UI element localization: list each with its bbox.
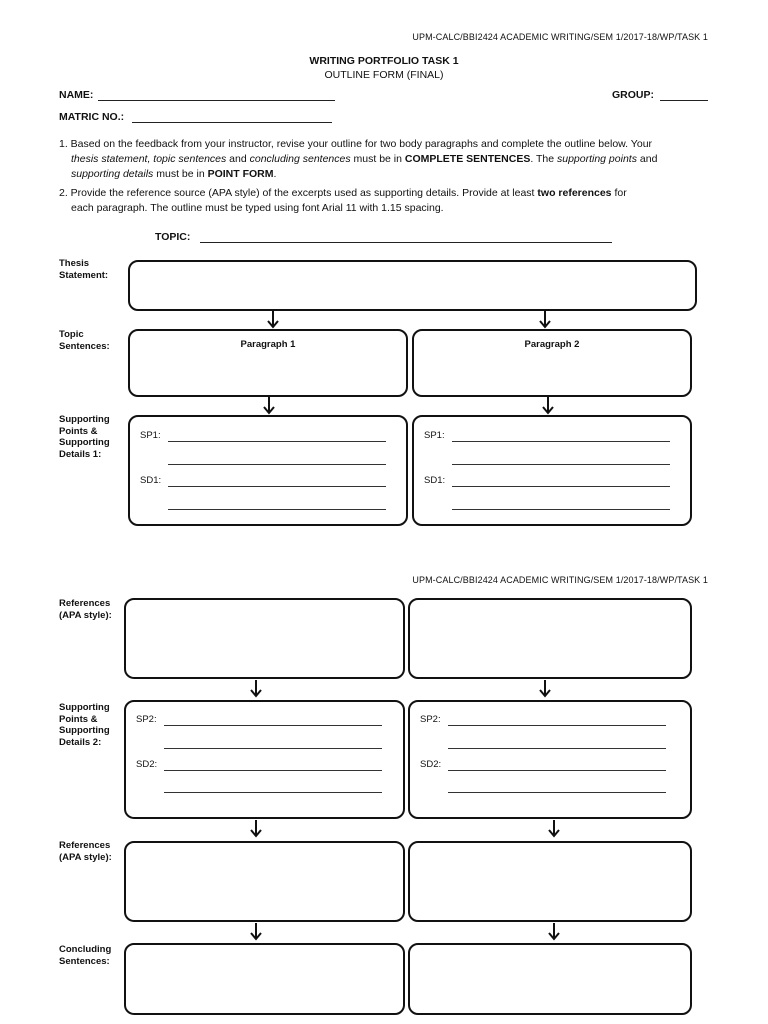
arrow-down-icon: [547, 923, 561, 941]
paragraph-2-references-2-box[interactable]: [408, 841, 692, 922]
sp1-field[interactable]: [168, 441, 386, 442]
sd1-label: SD1:: [424, 475, 446, 486]
sp1-label: SP1:: [424, 430, 445, 441]
sp2-field[interactable]: [164, 725, 382, 726]
sp2-label: SP2:: [136, 714, 157, 725]
paragraph-2-concluding-box[interactable]: [408, 943, 692, 1015]
paragraph-2-references-1-box[interactable]: [408, 598, 692, 679]
arrow-down-icon: [249, 820, 263, 838]
paragraph-1-supporting-1-box[interactable]: [128, 415, 408, 526]
topic-label: TOPIC:: [155, 231, 191, 243]
sd1-field-line2[interactable]: [452, 509, 670, 510]
paragraph-2-heading: Paragraph 2: [524, 339, 580, 350]
arrow-down-icon: [266, 311, 280, 329]
concluding-sentences-label: Concluding Sentences:: [59, 944, 112, 967]
sd2-label: SD2:: [420, 759, 442, 770]
paragraph-1-supporting-2-box[interactable]: [124, 700, 405, 819]
sd1-label: SD1:: [140, 475, 162, 486]
matric-label: MATRIC NO.:: [59, 111, 125, 123]
paragraph-2-supporting-1-box[interactable]: [412, 415, 692, 526]
sd2-label: SD2:: [136, 759, 158, 770]
sp2-field-line2[interactable]: [164, 748, 382, 749]
topic-field[interactable]: [200, 242, 612, 243]
arrow-down-icon: [262, 397, 276, 415]
document-code-top: UPM-CALC/BBI2424 ACADEMIC WRITING/SEM 1/2017-18/WP/TASK 1: [412, 32, 708, 42]
arrow-down-icon: [538, 680, 552, 698]
thesis-label: Thesis Statement:: [59, 258, 109, 281]
group-field[interactable]: [660, 100, 708, 101]
arrow-down-icon: [249, 923, 263, 941]
paragraph-1-references-2-box[interactable]: [124, 841, 405, 922]
sd2-field[interactable]: [448, 770, 666, 771]
supporting-details-1-label: Supporting Points & Supporting Details 1:: [59, 414, 110, 460]
sd1-field[interactable]: [168, 486, 386, 487]
paragraph-1-references-1-box[interactable]: [124, 598, 405, 679]
sp1-label: SP1:: [140, 430, 161, 441]
sp1-field[interactable]: [452, 441, 670, 442]
paragraph-2-supporting-2-box[interactable]: [408, 700, 692, 819]
thesis-statement-box[interactable]: [128, 260, 697, 311]
instruction-2: 2. Provide the reference source (APA style) of the excerpts used as supporting details. Provide at least two references for each paragraph. The outline must be typed using font Arial 11 with 1.15 spacing.: [59, 187, 627, 214]
sd2-field-line2[interactable]: [164, 792, 382, 793]
paragraph-2-topic-box[interactable]: [412, 329, 692, 397]
paragraph-1-concluding-box[interactable]: [124, 943, 405, 1015]
references-1-label: References (APA style):: [59, 598, 112, 621]
sd2-field-line2[interactable]: [448, 792, 666, 793]
sp1-field-line2[interactable]: [168, 464, 386, 465]
arrow-down-icon: [541, 397, 555, 415]
sp2-field-line2[interactable]: [448, 748, 666, 749]
paragraph-1-heading: Paragraph 1: [240, 339, 296, 350]
sp2-field[interactable]: [448, 725, 666, 726]
page-subtitle: OUTLINE FORM (FINAL): [324, 69, 444, 81]
group-label: GROUP:: [612, 89, 654, 101]
matric-field[interactable]: [132, 122, 332, 123]
arrow-down-icon: [547, 820, 561, 838]
sp1-field-line2[interactable]: [452, 464, 670, 465]
name-label: NAME:: [59, 89, 94, 101]
name-field[interactable]: [98, 100, 335, 101]
topic-sentences-label: Topic Sentences:: [59, 329, 110, 352]
references-2-label: References (APA style):: [59, 840, 112, 863]
page-title: WRITING PORTFOLIO TASK 1: [309, 55, 459, 67]
sp2-label: SP2:: [420, 714, 441, 725]
arrow-down-icon: [538, 311, 552, 329]
sd1-field-line2[interactable]: [168, 509, 386, 510]
instruction-1: 1. Based on the feedback from your instructor, revise your outline for two body paragraphs and complete the outline below. Your thesis statement, topic sentences and concluding sentences must be in COMPLETE SENTENCES. The supporting points and supporting details must be in POINT FORM.: [59, 138, 658, 180]
sd2-field[interactable]: [164, 770, 382, 771]
supporting-details-2-label: Supporting Points & Supporting Details 2:: [59, 702, 110, 748]
sd1-field[interactable]: [452, 486, 670, 487]
document-code-bottom: UPM-CALC/BBI2424 ACADEMIC WRITING/SEM 1/2017-18/WP/TASK 1: [412, 575, 708, 585]
arrow-down-icon: [249, 680, 263, 698]
paragraph-1-topic-box[interactable]: [128, 329, 408, 397]
